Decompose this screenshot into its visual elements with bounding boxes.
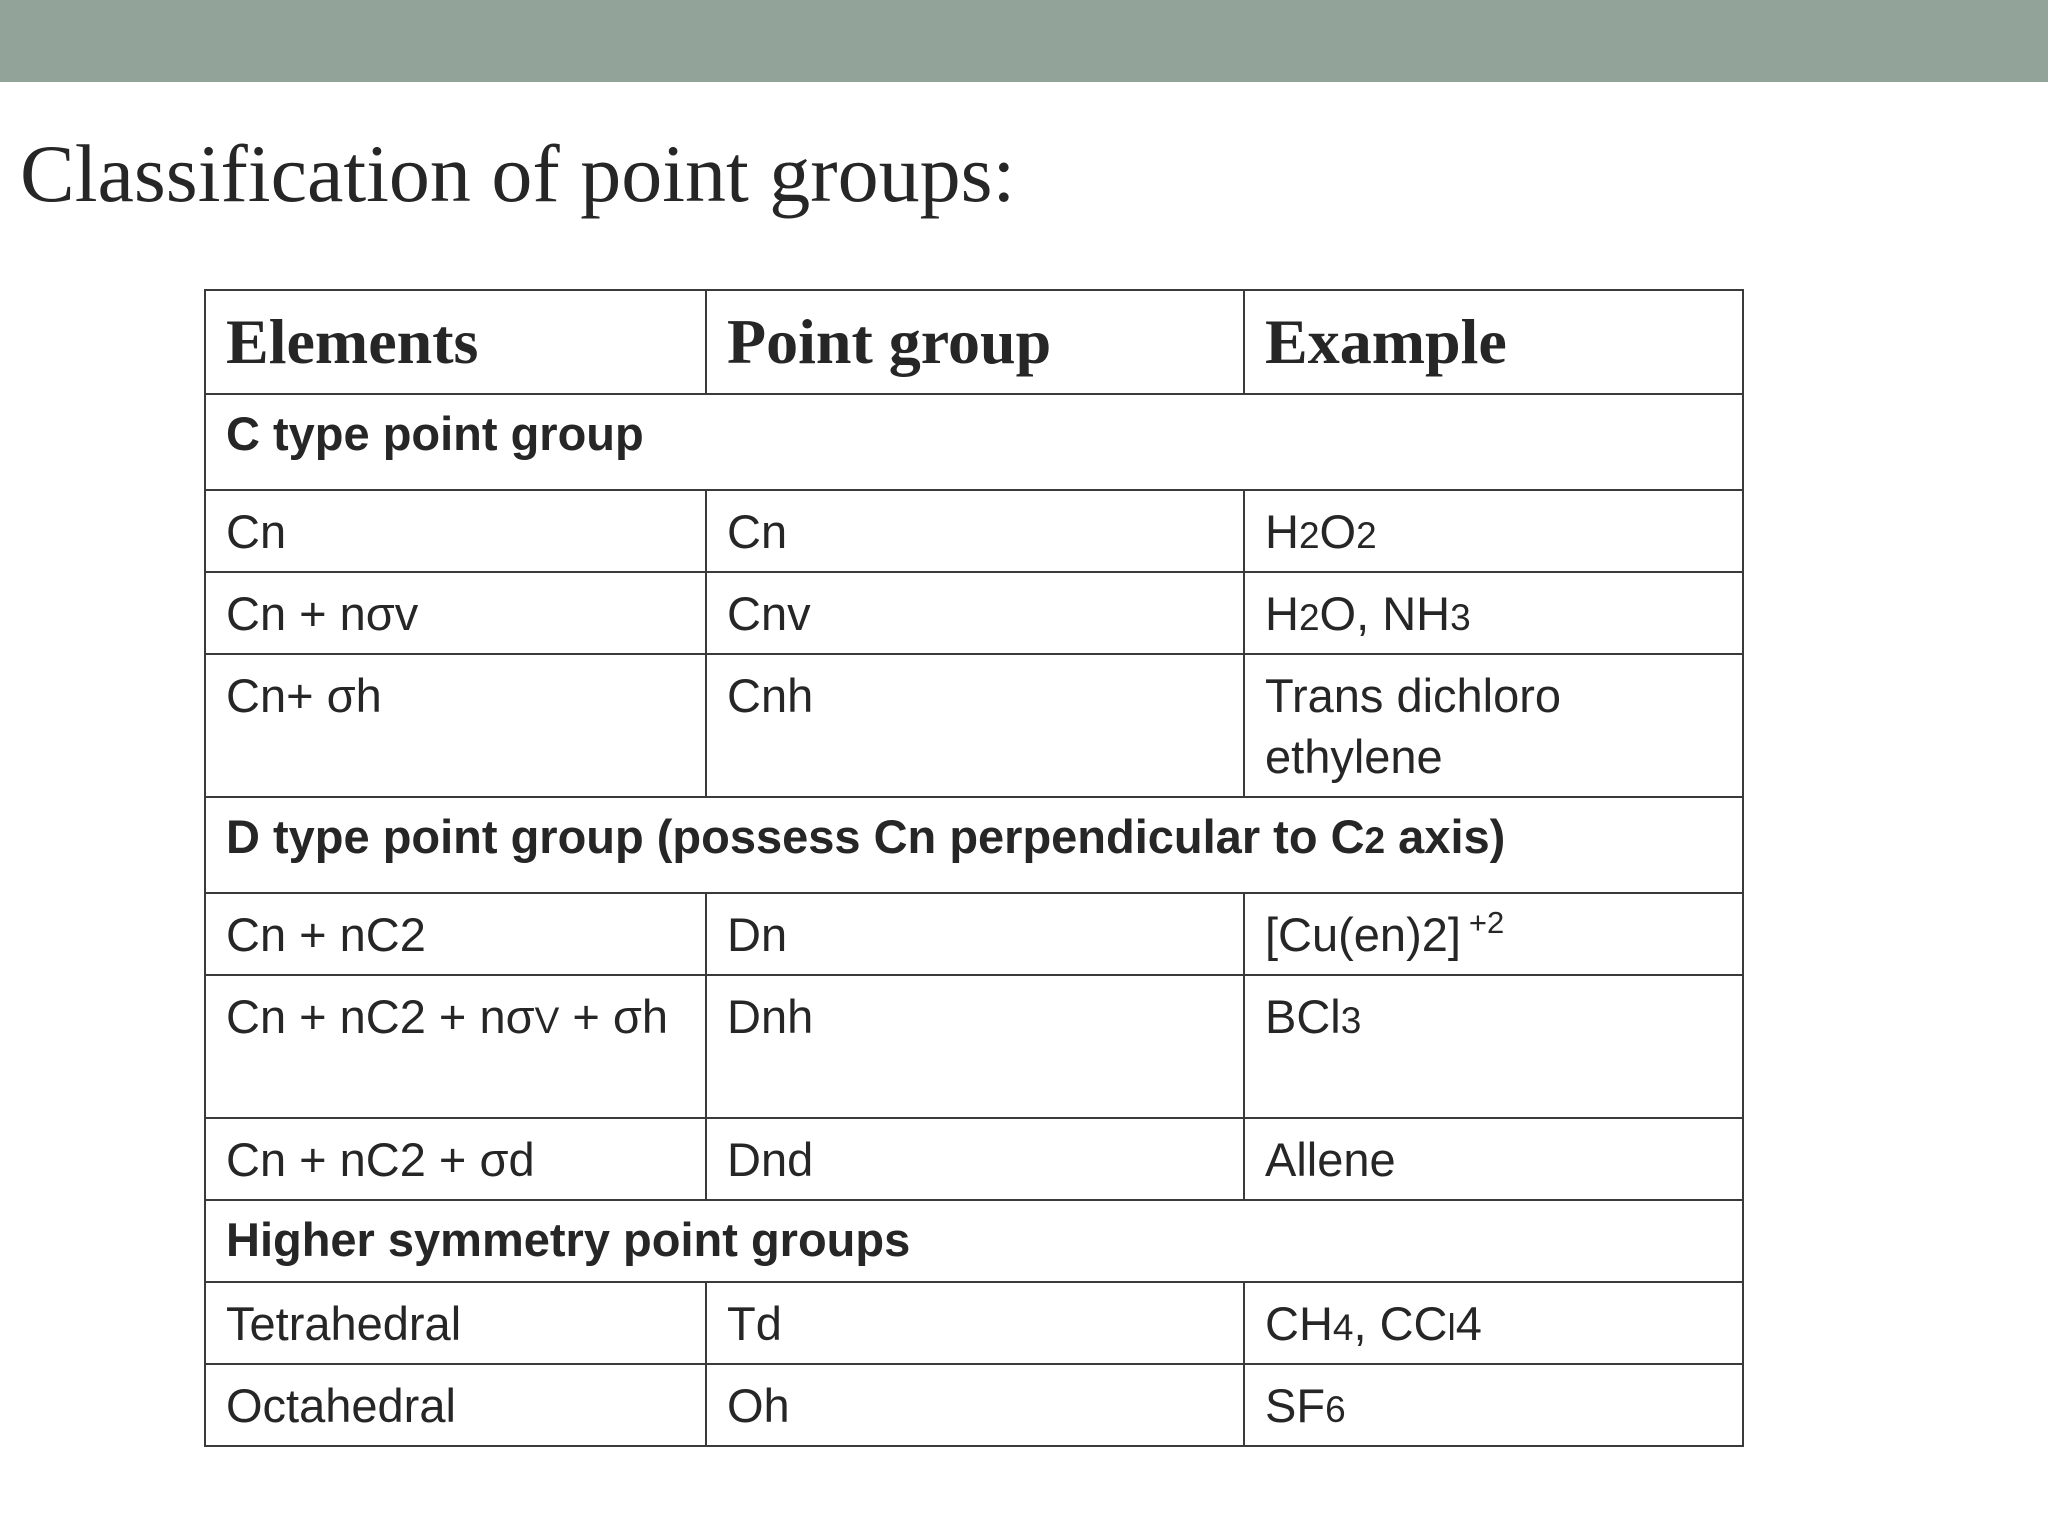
table-row xyxy=(205,572,1743,654)
cell-point-group: Cn xyxy=(706,490,1244,572)
header-band xyxy=(0,0,2048,82)
example-text: , CC xyxy=(1353,1297,1448,1350)
header-point-group: Point group xyxy=(706,290,1244,394)
elements-text: 2 xyxy=(399,908,426,961)
subscript: 4 xyxy=(1332,1307,1354,1348)
elements-text: Cn + nC xyxy=(226,990,400,1043)
subscript: 2 xyxy=(1356,515,1377,556)
example-text: [Cu(en)2] xyxy=(1265,908,1461,961)
example-text: H xyxy=(1265,505,1299,558)
cell-elements: Tetrahedral xyxy=(205,1282,706,1364)
cell-point-group: Td xyxy=(706,1282,1244,1364)
subscript: 2 xyxy=(1298,597,1320,638)
section-text: axis) xyxy=(1385,810,1506,863)
subscript: 2 xyxy=(1364,820,1386,861)
elements-text: Cn + nC xyxy=(226,908,400,961)
table-row xyxy=(205,1118,1743,1200)
cell-example xyxy=(1244,1282,1743,1364)
elements-text: 2 xyxy=(399,1133,426,1186)
elements-text: 2 xyxy=(399,990,426,1043)
cell-elements xyxy=(205,1118,706,1200)
section-text: D type point group (possess Cn perpendicular to C xyxy=(226,810,1365,863)
cell-elements: Cn xyxy=(205,490,706,572)
cell-example xyxy=(1244,572,1743,654)
cell-elements xyxy=(205,975,706,1118)
subscript: 3 xyxy=(1450,597,1471,638)
table-row xyxy=(205,1282,1743,1364)
cell-point-group: Cnh xyxy=(706,654,1244,797)
cell-example xyxy=(1244,893,1743,975)
superscript: +2 xyxy=(1468,905,1505,940)
cell-example xyxy=(1244,975,1743,1118)
example-text: SF xyxy=(1265,1379,1326,1432)
elements-text: + σd xyxy=(425,1133,535,1186)
slide-title: Classification of point groups: xyxy=(20,128,1016,219)
cell-example: Trans dichloro ethylene xyxy=(1244,654,1743,797)
section-row-higher-symmetry xyxy=(205,1200,1743,1282)
example-text: BCl xyxy=(1265,990,1341,1043)
cell-point-group: Dnh xyxy=(706,975,1244,1118)
section-label: C type point group xyxy=(205,394,1743,490)
table-row xyxy=(205,490,1743,572)
example-text: H xyxy=(1265,587,1299,640)
cell-example xyxy=(1244,490,1743,572)
section-label xyxy=(205,797,1743,893)
table-row xyxy=(205,654,1743,797)
cell-point-group: Dn xyxy=(706,893,1244,975)
subscript: 6 xyxy=(1325,1389,1346,1430)
example-text: O, NH xyxy=(1319,587,1451,640)
point-group-table xyxy=(204,289,1744,1447)
header-example: Example xyxy=(1244,290,1743,394)
subscript: 2 xyxy=(1298,515,1320,556)
subscript: V xyxy=(534,1000,560,1041)
example-text: CH xyxy=(1265,1297,1333,1350)
elements-text: + σh xyxy=(559,990,668,1043)
cell-example xyxy=(1244,1364,1743,1446)
example-text: 4 xyxy=(1455,1297,1482,1350)
section-row-c-type xyxy=(205,394,1743,490)
table-row xyxy=(205,1364,1743,1446)
cell-elements: Cn + nσv xyxy=(205,572,706,654)
subscript: 3 xyxy=(1340,1000,1362,1041)
section-label: Higher symmetry point groups xyxy=(205,1200,1743,1282)
cell-point-group: Dnd xyxy=(706,1118,1244,1200)
header-elements: Elements xyxy=(205,290,706,394)
cell-elements: Cn+ σh xyxy=(205,654,706,797)
section-row-d-type xyxy=(205,797,1743,893)
example-text: O xyxy=(1319,505,1357,558)
elements-text: Cn + nC xyxy=(226,1133,400,1186)
cell-elements xyxy=(205,893,706,975)
table-header-row xyxy=(205,290,1743,394)
table-row xyxy=(205,893,1743,975)
cell-elements: Octahedral xyxy=(205,1364,706,1446)
cell-example: Allene xyxy=(1244,1118,1743,1200)
table-row xyxy=(205,975,1743,1118)
elements-text: + nσ xyxy=(425,990,535,1043)
subscript: l xyxy=(1447,1307,1456,1348)
cell-point-group: Oh xyxy=(706,1364,1244,1446)
cell-point-group: Cnv xyxy=(706,572,1244,654)
